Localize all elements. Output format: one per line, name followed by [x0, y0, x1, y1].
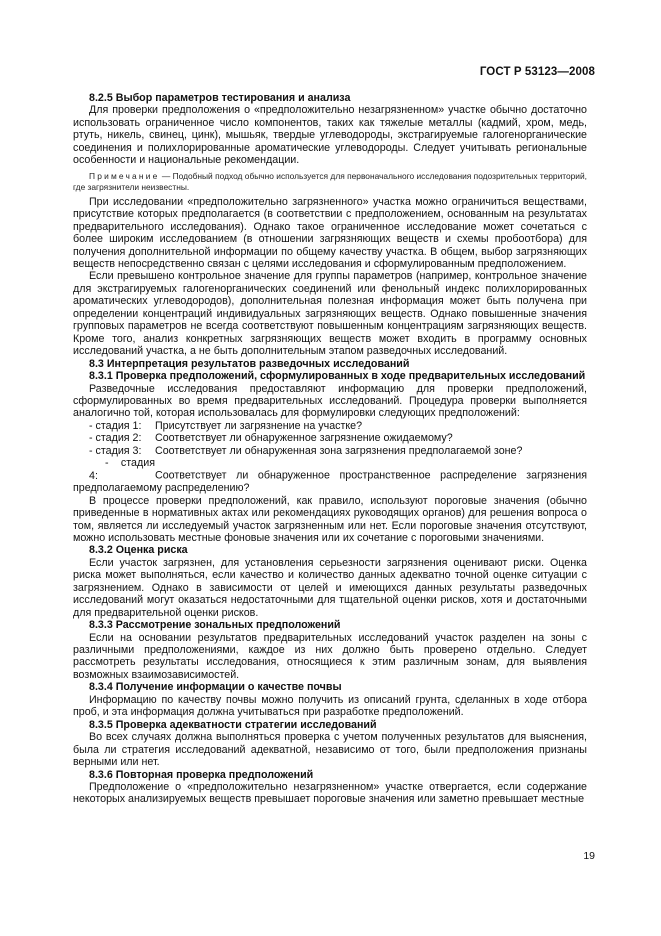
stage-label: - стадия 4: — [89, 457, 155, 482]
stage-item — [73, 432, 587, 444]
stage-label: - стадия 1: — [89, 419, 142, 432]
note-label: Примечание — [89, 170, 160, 181]
stage-item — [73, 445, 587, 457]
stage-text: Соответствует ли обнаруженное загрязнение ожидаемому? — [155, 432, 453, 445]
document-body — [73, 92, 587, 806]
stage-item — [73, 457, 587, 494]
paragraph: Если участок загрязнен, для установления серьезности загрязнения оценивают риски. Оценка риска может выполняться, если качество и количество данных адекватно точной оценке ситуации с загрязнением. Однако в зависимости от целей и имеющихся данных результаты разведочных исследований могут оказаться недостаточными для тщательной оценки рисков, хотя и достаточными для предварительной оценки рисков. — [73, 556, 587, 619]
section-heading-8-3-3: 8.3.3 Рассмотрение зональных предположений — [89, 619, 341, 632]
paragraph: Если на основании результатов предварительных исследований участок разделен на зоны с различными предположениями, каждое из них должно быть проверено отдельно. Следует рассмотреть результаты исследования, относящиеся к этим различным зонам, для выявления возможных взаимозависимостей. — [73, 631, 587, 681]
section-heading-8-3-6: 8.3.6 Повторная проверка предположений — [89, 768, 314, 781]
stage-text: Присутствует ли загрязнение на участке? — [155, 419, 363, 432]
paragraph: Если превышено контрольное значение для группы параметров (например, контрольное значение для экстрагируемых галогенорганических соединений или фенольный индекс полихлорированных ароматических углеводородов), дополнительная полезная информация может быть получена при определении концентраций индивидуальных загрязняющих веществ. Однако повышенные значения групповых параметров не всегда соответствуют повышенным концентрациям загрязняющих веществ. Кроме того, анализ конкретных загрязняющих веществ может входить в программу основных исследований участка, а не быть дополнительным этапом разведочных исследований. — [73, 270, 587, 358]
paragraph: Предположение о «предположительно незагрязненном» участке отвергается, если содержание некоторых анализируемых веществ превышает пороговые значения или заметно превышает местные — [73, 781, 587, 806]
paragraph: Информацию по качеству почвы можно получить из описаний грунта, сделанных в ходе отбора проб, и эта информация должна учитываться при разработке предположений. — [73, 693, 587, 719]
section-heading-8-3-4: 8.3.4 Получение информации о качестве почвы — [89, 681, 342, 694]
paragraph: При исследовании «предположительно загрязненного» участка можно ограничиться веществами, присутствие которых предполагается (в соответствии с предположением, основанным на результатах предварительного исследования). Однако такое ограниченное исследование может сочетаться с более широким исследованием (в отношении загрязняющих веществ и схемы пробоотбора) для получения дополнительной информации по общему качеству участка. В общем, выбор загрязняющих веществ непосредственно связан с целями исследования и сформулированным предположением. — [73, 195, 587, 270]
stage-label: - стадия 3: — [89, 444, 142, 457]
stage-item — [73, 420, 587, 432]
section-heading-8-3-1: 8.3.1 Проверка предположений, сформулированных в ходе предварительных исследований — [89, 370, 586, 383]
paragraph: В процессе проверки предположений, как правило, используют пороговые значения (обычно приведенные в нормативных актах или рекомендациях руководящих органов) для решения вопроса о том, является ли исследуемый участок загрязненным или нет. Если пороговые значения отсутствуют, можно использовать местные фоновые значения или их сочетание с пороговыми значениями. — [73, 494, 587, 544]
section-heading-8-3-2: 8.3.2 Оценка риска — [89, 544, 188, 557]
section-heading-8-3-5: 8.3.5 Проверка адекватности стратегии исследований — [89, 718, 377, 731]
stage-text: Соответствует ли обнаруженная зона загрязнения предполагаемой зоне? — [155, 444, 523, 457]
paragraph: Разведочные исследования предоставляют информацию для проверки предположений, сформулированных во время предварительных исследований. Процедура проверки выполняется аналогично той, которая использовалась для формулировки следующих предположений: — [73, 382, 587, 420]
paragraph: Во всех случаях должна выполняться проверка с учетом полученных результатов для выяснения, была ли стратегия исследований адекватной, независимо от того, были предположения признаны верными или нет. — [73, 731, 587, 769]
stage-label: - стадия 2: — [89, 432, 142, 445]
document-id-header: ГОСТ Р 53123—2008 — [479, 66, 595, 78]
paragraph: Для проверки предположения о «предположительно незагрязненном» участке обычно достаточно использовать ограниченное число компонентов, таких как тяжелые металлы (кадмий, хром, медь, ртуть, никель, свинец, цинк), мышьяк, твердые углеводороды, экстрагируемые галогенорганические соединения и полихлорированные ароматические углеводороды. Следует учитывать региональные особенности и национальные рекомендации. — [73, 104, 587, 167]
section-heading-8-2-5: 8.2.5 Выбор параметров тестирования и анализа — [89, 92, 351, 104]
stage-list — [73, 420, 587, 495]
section-heading-8-3: 8.3 Интерпретация результатов разведочных исследований — [89, 357, 410, 370]
stage-text: Соответствует ли обнаруженное пространственное распределение загрязнения предполагаемому распределению? — [73, 469, 587, 495]
page-number: 19 — [583, 850, 595, 862]
note — [73, 171, 587, 193]
note-text: — Подобный подход обычно используется для первоначального исследования подозрительных территорий, где загрязнители неизвестны. — [73, 170, 587, 192]
